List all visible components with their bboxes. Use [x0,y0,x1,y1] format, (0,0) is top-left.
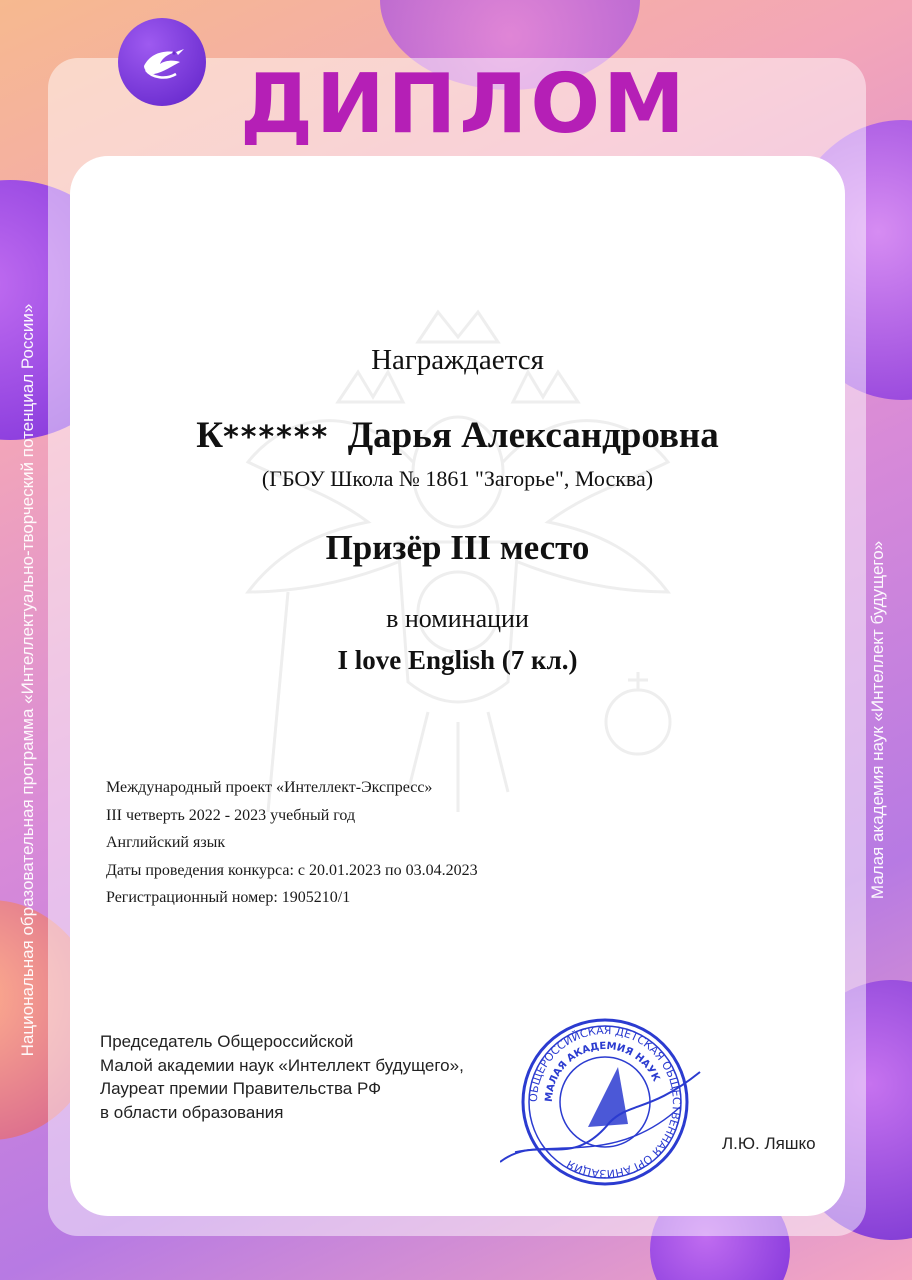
school-info: (ГБОУ Школа № 1861 "Загорье", Москва) [261,466,654,491]
award-place: Призёр III место [325,528,590,567]
period-line: III четверть 2022 - 2023 учебный год [106,806,356,824]
chair-line: Председатель Общероссийской [100,1032,354,1051]
subject-line: Английский язык [106,834,226,851]
nomination-title: I love English (7 кл.) [337,645,578,675]
diploma-title: ДИПЛОМ [240,57,688,152]
nomination-label: в номинации [386,604,529,633]
stamp-inner-text: МАЛАЯ АКАДЕМИЯ НАУК [543,1040,662,1103]
signer-name: Л.Ю. Ляшко [722,1134,816,1153]
name-redacted: ****** [223,420,330,455]
awarded-label: Награждается [371,344,544,376]
chair-line: в области образования [100,1102,284,1122]
chair-line: Лауреат премии Правительства РФ [100,1079,382,1098]
right-side-caption: Малая академия наук «Интеллект будущего» [868,540,887,900]
left-side-caption: Национальная образовательная программа «Интеллектуально-творческий потенциал России» [18,303,37,1057]
bird-logo-icon [118,18,206,106]
name-rest: Дарья Александровна [347,415,719,456]
project-line: Международный проект «Интеллект-Экспресс» [106,779,433,796]
name-initial: К [196,415,224,456]
registration-line: Регистрационный номер: 1905210/1 [106,889,351,906]
dates-line: Даты проведения конкурса: с 20.01.2023 по 03.04.2023 [106,861,478,879]
stamp-ring-text: ОБЩЕРОССИЙСКАЯ ДЕТСКАЯ ОБЩЕСТВЕННАЯ ОРГАНИЗАЦИЯ [526,1023,684,1181]
chairman-title [100,1030,464,1124]
recipient-name [70,414,845,457]
chair-line: Малой академии наук «Интеллект будущего», [100,1055,464,1075]
contest-details [106,774,478,912]
official-stamp [500,1012,710,1192]
